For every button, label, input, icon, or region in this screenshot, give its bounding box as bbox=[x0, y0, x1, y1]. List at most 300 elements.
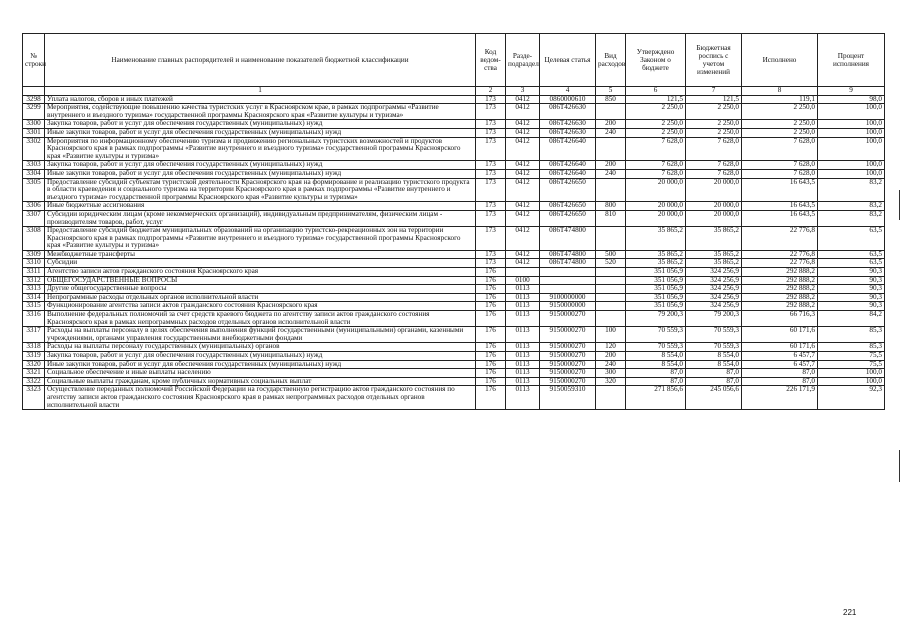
budget-list-amount: 2 250,0 bbox=[686, 104, 742, 120]
row-name: Выполнение федеральных полномочий за счет средств краевого бюджета по агентству записи актов гражданского состояния Красноярского края в рамках непрограммных расходов отдельных органов исполнительной власти bbox=[45, 311, 476, 327]
executed-amount: 22 776,8 bbox=[742, 227, 818, 251]
row-name: Иные закупки товаров, работ и услуг для обеспечения государственных (муниципальных) нужд bbox=[45, 360, 476, 369]
budget-table bbox=[22, 33, 885, 410]
target-article: 9100000000 bbox=[540, 293, 596, 302]
row-number: 3305 bbox=[23, 178, 45, 202]
budget-list-amount: 70 559,3 bbox=[686, 343, 742, 352]
section-code: 0412 bbox=[506, 161, 540, 170]
dept-code: 176 bbox=[476, 293, 506, 302]
expense-type: 300 bbox=[596, 369, 626, 378]
expense-type: 800 bbox=[596, 202, 626, 211]
row-number: 3318 bbox=[23, 343, 45, 352]
budget-list-amount: 35 865,2 bbox=[686, 227, 742, 251]
percent-executed: 85,3 bbox=[818, 327, 885, 343]
row-name: Закупка товаров, работ и услуг для обеспечения государственных (муниципальных) нужд bbox=[45, 352, 476, 361]
row-number: 3313 bbox=[23, 285, 45, 294]
expense-type: 240 bbox=[596, 169, 626, 178]
row-name: Субсидии юридическим лицам (кроме некоммерческих организаций), индивидуальным предпринимателям, физическим лицам - производителям товаров, работ, услуг bbox=[45, 210, 476, 226]
percent-executed: 100,0 bbox=[818, 161, 885, 170]
col-number: 7 bbox=[686, 87, 742, 96]
executed-amount: 292 888,2 bbox=[742, 276, 818, 285]
row-name: Закупка товаров, работ и услуг для обеспечения государственных (муниципальных) нужд bbox=[45, 161, 476, 170]
row-number: 3320 bbox=[23, 360, 45, 369]
executed-amount: 2 250,0 bbox=[742, 128, 818, 137]
col-number: 9 bbox=[818, 87, 885, 96]
row-name: Функционирование агентства записи актов гражданского состояния Красноярского края bbox=[45, 302, 476, 311]
expense-type: 810 bbox=[596, 210, 626, 226]
budget-list-amount: 121,5 bbox=[686, 95, 742, 104]
row-number: 3300 bbox=[23, 120, 45, 129]
percent-executed: 100,0 bbox=[818, 137, 885, 161]
dept-code: 173 bbox=[476, 104, 506, 120]
row-name: Уплата налогов, сборов и иных платежей bbox=[45, 95, 476, 104]
expense-type: 320 bbox=[596, 377, 626, 386]
row-number: 3302 bbox=[23, 137, 45, 161]
expense-type bbox=[596, 268, 626, 277]
approved-amount: 7 628,0 bbox=[626, 137, 686, 161]
row-name: Социальное обеспечение и иные выплаты населению bbox=[45, 369, 476, 378]
section-code: 0412 bbox=[506, 227, 540, 251]
target-article: 9150000270 bbox=[540, 311, 596, 327]
executed-amount: 16 643,5 bbox=[742, 202, 818, 211]
executed-amount: 119,1 bbox=[742, 95, 818, 104]
section-code: 0412 bbox=[506, 250, 540, 259]
expense-type: 200 bbox=[596, 352, 626, 361]
table-row bbox=[23, 178, 885, 202]
section-code: 0412 bbox=[506, 169, 540, 178]
target-article: 086Т426650 bbox=[540, 202, 596, 211]
budget-list-amount: 324 256,9 bbox=[686, 268, 742, 277]
dept-code: 176 bbox=[476, 327, 506, 343]
percent-executed: 100,0 bbox=[818, 169, 885, 178]
target-article: 9150000270 bbox=[540, 327, 596, 343]
budget-list-amount: 7 628,0 bbox=[686, 137, 742, 161]
expense-type: 200 bbox=[596, 161, 626, 170]
dept-code: 176 bbox=[476, 377, 506, 386]
section-code: 0412 bbox=[506, 95, 540, 104]
target-article: 086Т426630 bbox=[540, 120, 596, 129]
section-code: 0412 bbox=[506, 210, 540, 226]
header-budget-list: Бюджетная роспись с учетом изменений bbox=[686, 34, 742, 87]
table-row bbox=[23, 268, 885, 277]
approved-amount: 79 200,3 bbox=[626, 311, 686, 327]
row-name: Осуществление переданных полномочий Российской Федерации на государственную регистрацию актов гражданского состояния по агентству записи актов гражданского состояния Красноярского края в рамках непрограммных расходов отдельных органов исполнительной власти bbox=[45, 386, 476, 410]
section-code: 0412 bbox=[506, 120, 540, 129]
budget-list-amount: 20 000,0 bbox=[686, 210, 742, 226]
row-number: 3317 bbox=[23, 327, 45, 343]
header-dept: Код ведом-ства bbox=[476, 34, 506, 87]
executed-amount: 16 643,5 bbox=[742, 210, 818, 226]
executed-amount: 7 628,0 bbox=[742, 169, 818, 178]
row-number: 3309 bbox=[23, 250, 45, 259]
col-number: 4 bbox=[540, 87, 596, 96]
col-number: 6 bbox=[626, 87, 686, 96]
section-code: 0412 bbox=[506, 137, 540, 161]
percent-executed: 100,0 bbox=[818, 104, 885, 120]
dept-code: 173 bbox=[476, 227, 506, 251]
row-number: 3298 bbox=[23, 95, 45, 104]
expense-type bbox=[596, 386, 626, 410]
section-code: 0113 bbox=[506, 302, 540, 311]
approved-amount: 35 865,2 bbox=[626, 259, 686, 268]
table-row bbox=[23, 137, 885, 161]
percent-executed: 92,3 bbox=[818, 386, 885, 410]
budget-list-amount: 8 554,0 bbox=[686, 360, 742, 369]
expense-type: 200 bbox=[596, 120, 626, 129]
budget-list-amount: 20 000,0 bbox=[686, 202, 742, 211]
target-article: 086Т474800 bbox=[540, 259, 596, 268]
row-name: Иные закупки товаров, работ и услуг для обеспечения государственных (муниципальных) нужд bbox=[45, 169, 476, 178]
percent-executed: 90,3 bbox=[818, 293, 885, 302]
executed-amount: 292 888,2 bbox=[742, 302, 818, 311]
executed-amount: 60 171,6 bbox=[742, 343, 818, 352]
row-number: 3311 bbox=[23, 268, 45, 277]
row-name: Субсидии bbox=[45, 259, 476, 268]
row-number: 3321 bbox=[23, 369, 45, 378]
target-article: 086Т426640 bbox=[540, 169, 596, 178]
row-number: 3301 bbox=[23, 128, 45, 137]
expense-type bbox=[596, 227, 626, 251]
target-article: 9150059310 bbox=[540, 386, 596, 410]
section-code: 0412 bbox=[506, 128, 540, 137]
percent-executed: 63,5 bbox=[818, 259, 885, 268]
section-code: 0113 bbox=[506, 343, 540, 352]
target-article bbox=[540, 276, 596, 285]
budget-list-amount: 245 056,6 bbox=[686, 386, 742, 410]
row-number: 3303 bbox=[23, 161, 45, 170]
col-number bbox=[23, 87, 45, 96]
executed-amount: 6 457,7 bbox=[742, 352, 818, 361]
approved-amount: 87,0 bbox=[626, 369, 686, 378]
executed-amount: 66 716,3 bbox=[742, 311, 818, 327]
executed-amount: 60 171,6 bbox=[742, 327, 818, 343]
section-code: 0113 bbox=[506, 285, 540, 294]
expense-type bbox=[596, 302, 626, 311]
approved-amount: 351 056,9 bbox=[626, 276, 686, 285]
executed-amount: 16 643,5 bbox=[742, 178, 818, 202]
percent-executed: 90,3 bbox=[818, 268, 885, 277]
dept-code: 173 bbox=[476, 259, 506, 268]
approved-amount: 35 865,2 bbox=[626, 250, 686, 259]
target-article: 086Т474800 bbox=[540, 250, 596, 259]
row-number: 3308 bbox=[23, 227, 45, 251]
budget-list-amount: 324 256,9 bbox=[686, 293, 742, 302]
target-article: 9150000000 bbox=[540, 302, 596, 311]
approved-amount: 351 056,9 bbox=[626, 268, 686, 277]
approved-amount: 20 000,0 bbox=[626, 202, 686, 211]
page-number: 221 bbox=[843, 608, 857, 617]
percent-executed: 75,5 bbox=[818, 360, 885, 369]
percent-executed: 63,5 bbox=[818, 227, 885, 251]
table-body bbox=[23, 95, 885, 410]
section-code: 0412 bbox=[506, 202, 540, 211]
expense-type: 850 bbox=[596, 95, 626, 104]
executed-amount: 22 776,8 bbox=[742, 250, 818, 259]
header-percent: Процент исполнения bbox=[818, 34, 885, 87]
section-code bbox=[506, 268, 540, 277]
dept-code: 173 bbox=[476, 95, 506, 104]
header-row bbox=[23, 34, 885, 87]
row-number: 3319 bbox=[23, 352, 45, 361]
dept-code: 176 bbox=[476, 311, 506, 327]
executed-amount: 292 888,2 bbox=[742, 285, 818, 294]
budget-list-amount: 7 628,0 bbox=[686, 169, 742, 178]
table-row bbox=[23, 352, 885, 361]
budget-list-amount: 35 865,2 bbox=[686, 259, 742, 268]
percent-executed: 90,3 bbox=[818, 302, 885, 311]
approved-amount: 351 056,9 bbox=[626, 285, 686, 294]
header-approved: Утверждено Законом о бюджете bbox=[626, 34, 686, 87]
percent-executed: 90,3 bbox=[818, 285, 885, 294]
target-article: 086Т426630 bbox=[540, 104, 596, 120]
row-number: 3315 bbox=[23, 302, 45, 311]
budget-list-amount: 87,0 bbox=[686, 377, 742, 386]
row-name: Другие общегосударственные вопросы bbox=[45, 285, 476, 294]
percent-executed: 83,2 bbox=[818, 202, 885, 211]
header-name: Наименование главных распорядителей и наименование показателей бюджетной классификации bbox=[45, 34, 476, 87]
section-code: 0113 bbox=[506, 327, 540, 343]
row-name: Социальные выплаты гражданам, кроме публичных нормативных социальных выплат bbox=[45, 377, 476, 386]
col-number: 8 bbox=[742, 87, 818, 96]
row-name: Иные закупки товаров, работ и услуг для обеспечения государственных (муниципальных) нужд bbox=[45, 128, 476, 137]
row-name: Мероприятия, содействующие повышению качества туристских услуг в Красноярском крае, в рамках подпрограммы «Развитие внутреннего и въездного туризма» государственной программы Красноярского края «Развитие культуры и туризма» bbox=[45, 104, 476, 120]
expense-type: 240 bbox=[596, 128, 626, 137]
dept-code: 173 bbox=[476, 178, 506, 202]
col-number: 2 bbox=[476, 87, 506, 96]
percent-executed: 63,5 bbox=[818, 250, 885, 259]
expense-type: 100 bbox=[596, 327, 626, 343]
percent-executed: 100,0 bbox=[818, 120, 885, 129]
approved-amount: 7 628,0 bbox=[626, 169, 686, 178]
target-article: 9150000270 bbox=[540, 360, 596, 369]
percent-executed: 100,0 bbox=[818, 377, 885, 386]
dept-code: 173 bbox=[476, 202, 506, 211]
row-name: Иные бюджетные ассигнования bbox=[45, 202, 476, 211]
budget-report-sheet bbox=[22, 33, 884, 410]
dept-code: 176 bbox=[476, 369, 506, 378]
approved-amount: 8 554,0 bbox=[626, 360, 686, 369]
row-name: Межбюджетные трансферты bbox=[45, 250, 476, 259]
approved-amount: 20 000,0 bbox=[626, 178, 686, 202]
expense-type bbox=[596, 285, 626, 294]
percent-executed: 84,2 bbox=[818, 311, 885, 327]
target-article: 086Т426630 bbox=[540, 128, 596, 137]
dept-code: 176 bbox=[476, 343, 506, 352]
table-row bbox=[23, 169, 885, 178]
expense-type: 520 bbox=[596, 259, 626, 268]
section-code: 0100 bbox=[506, 276, 540, 285]
approved-amount: 70 559,3 bbox=[626, 327, 686, 343]
dept-code: 173 bbox=[476, 137, 506, 161]
budget-list-amount: 2 250,0 bbox=[686, 120, 742, 129]
row-name: Расходы на выплаты персоналу в целях обеспечения выполнения функций государственными (муниципальными) органами, казенными учреждениями, органами управления государственными внебюджетными фондами bbox=[45, 327, 476, 343]
section-code: 0412 bbox=[506, 178, 540, 202]
section-code: 0113 bbox=[506, 360, 540, 369]
row-number: 3307 bbox=[23, 210, 45, 226]
budget-list-amount: 324 256,9 bbox=[686, 302, 742, 311]
executed-amount: 2 250,0 bbox=[742, 120, 818, 129]
row-name: Расходы на выплаты персоналу государственных (муниципальных) органов bbox=[45, 343, 476, 352]
section-code: 0113 bbox=[506, 352, 540, 361]
table-row bbox=[23, 386, 885, 410]
executed-amount: 22 776,8 bbox=[742, 259, 818, 268]
row-name: Закупка товаров, работ и услуг для обеспечения государственных (муниципальных) нужд bbox=[45, 120, 476, 129]
row-number: 3306 bbox=[23, 202, 45, 211]
scan-edge-mark bbox=[899, 190, 900, 220]
row-number: 3322 bbox=[23, 377, 45, 386]
table-row bbox=[23, 104, 885, 120]
column-number-row bbox=[23, 87, 885, 96]
dept-code: 173 bbox=[476, 210, 506, 226]
row-name: Агентство записи актов гражданского состояния Красноярского края bbox=[45, 268, 476, 277]
percent-executed: 83,2 bbox=[818, 178, 885, 202]
row-name: Мероприятия по информационному обеспечению туризма и продвижению региональных туристских возможностей и продуктов Красноярского края в рамках подпрограммы «Развитие внутреннего и въездного туризма» государственной программы Красноярского края «Развитие культуры и туризма» bbox=[45, 137, 476, 161]
target-article: 086Т426650 bbox=[540, 210, 596, 226]
expense-type bbox=[596, 104, 626, 120]
row-number: 3312 bbox=[23, 276, 45, 285]
col-number: 5 bbox=[596, 87, 626, 96]
expense-type bbox=[596, 178, 626, 202]
approved-amount: 35 865,2 bbox=[626, 227, 686, 251]
budget-list-amount: 8 554,0 bbox=[686, 352, 742, 361]
approved-amount: 271 856,6 bbox=[626, 386, 686, 410]
approved-amount: 121,5 bbox=[626, 95, 686, 104]
dept-code: 173 bbox=[476, 169, 506, 178]
percent-executed: 100,0 bbox=[818, 128, 885, 137]
approved-amount: 87,0 bbox=[626, 377, 686, 386]
dept-code: 176 bbox=[476, 276, 506, 285]
header-target: Целевая статья bbox=[540, 34, 596, 87]
expense-type: 240 bbox=[596, 360, 626, 369]
dept-code: 176 bbox=[476, 268, 506, 277]
approved-amount: 351 056,9 bbox=[626, 293, 686, 302]
dept-code: 176 bbox=[476, 352, 506, 361]
section-code: 0412 bbox=[506, 259, 540, 268]
executed-amount: 87,0 bbox=[742, 377, 818, 386]
table-row bbox=[23, 369, 885, 378]
target-article bbox=[540, 268, 596, 277]
approved-amount: 2 250,0 bbox=[626, 104, 686, 120]
budget-list-amount: 324 256,9 bbox=[686, 285, 742, 294]
executed-amount: 292 888,2 bbox=[742, 293, 818, 302]
executed-amount: 87,0 bbox=[742, 369, 818, 378]
budget-list-amount: 35 865,2 bbox=[686, 250, 742, 259]
dept-code: 176 bbox=[476, 285, 506, 294]
expense-type bbox=[596, 276, 626, 285]
approved-amount: 20 000,0 bbox=[626, 210, 686, 226]
row-name: Предоставление субсидий субъектам туристской деятельности Красноярского края на формирование и реализацию туристского продукта в области краеведения и социального туризма на территории Красноярского края в рамках подпрограммы «Развитие внутреннего и въездного туризма» государственной программы Красноярского края «Развитие культуры и туризма» bbox=[45, 178, 476, 202]
table-row bbox=[23, 227, 885, 251]
executed-amount: 226 171,9 bbox=[742, 386, 818, 410]
executed-amount: 292 888,2 bbox=[742, 268, 818, 277]
target-article: 9150000270 bbox=[540, 352, 596, 361]
header-exp-type: Вид расходов bbox=[596, 34, 626, 87]
approved-amount: 8 554,0 bbox=[626, 352, 686, 361]
percent-executed: 100,0 bbox=[818, 369, 885, 378]
dept-code: 173 bbox=[476, 161, 506, 170]
table-row bbox=[23, 311, 885, 327]
table-row bbox=[23, 327, 885, 343]
target-article: 086Т426640 bbox=[540, 161, 596, 170]
section-code: 0412 bbox=[506, 104, 540, 120]
row-number: 3310 bbox=[23, 259, 45, 268]
approved-amount: 351 056,9 bbox=[626, 302, 686, 311]
target-article: 086Т426640 bbox=[540, 137, 596, 161]
budget-list-amount: 324 256,9 bbox=[686, 276, 742, 285]
expense-type bbox=[596, 293, 626, 302]
budget-list-amount: 87,0 bbox=[686, 369, 742, 378]
target-article: 9150000270 bbox=[540, 369, 596, 378]
approved-amount: 7 628,0 bbox=[626, 161, 686, 170]
budget-list-amount: 20 000,0 bbox=[686, 178, 742, 202]
section-code: 0113 bbox=[506, 377, 540, 386]
target-article: 0860000610 bbox=[540, 95, 596, 104]
dept-code: 173 bbox=[476, 250, 506, 259]
dept-code: 176 bbox=[476, 360, 506, 369]
section-code: 0113 bbox=[506, 369, 540, 378]
row-number: 3299 bbox=[23, 104, 45, 120]
executed-amount: 7 628,0 bbox=[742, 161, 818, 170]
row-name: Непрограммные расходы отдельных органов исполнительной власти bbox=[45, 293, 476, 302]
section-code: 0113 bbox=[506, 311, 540, 327]
percent-executed: 98,0 bbox=[818, 95, 885, 104]
row-number: 3304 bbox=[23, 169, 45, 178]
target-article: 9150000270 bbox=[540, 343, 596, 352]
approved-amount: 2 250,0 bbox=[626, 128, 686, 137]
target-article: 086Т474800 bbox=[540, 227, 596, 251]
target-article: 086Т426650 bbox=[540, 178, 596, 202]
approved-amount: 70 559,3 bbox=[626, 343, 686, 352]
expense-type bbox=[596, 137, 626, 161]
percent-executed: 75,5 bbox=[818, 352, 885, 361]
percent-executed: 85,3 bbox=[818, 343, 885, 352]
dept-code: 173 bbox=[476, 120, 506, 129]
row-number: 3314 bbox=[23, 293, 45, 302]
row-number: 3316 bbox=[23, 311, 45, 327]
percent-executed: 83,2 bbox=[818, 210, 885, 226]
header-section: Разде-подраздел bbox=[506, 34, 540, 87]
executed-amount: 6 457,7 bbox=[742, 360, 818, 369]
executed-amount: 7 628,0 bbox=[742, 137, 818, 161]
row-name: ОБЩЕГОСУДАРСТВЕННЫЕ ВОПРОСЫ bbox=[45, 276, 476, 285]
col-number: 3 bbox=[506, 87, 540, 96]
table-row bbox=[23, 250, 885, 259]
budget-list-amount: 7 628,0 bbox=[686, 161, 742, 170]
header-executed: Исполнено bbox=[742, 34, 818, 87]
dept-code: 173 bbox=[476, 128, 506, 137]
expense-type: 500 bbox=[596, 250, 626, 259]
budget-list-amount: 70 559,3 bbox=[686, 327, 742, 343]
expense-type: 120 bbox=[596, 343, 626, 352]
row-name: Предоставление субсидий бюджетам муниципальных образований на организацию туристско-рекреационных зон на территории Красноярского края в рамках подпрограммы «Развитие внутреннего и въездного туризма» государственной программы Красноярского края «Развитие культуры и туризма» bbox=[45, 227, 476, 251]
percent-executed: 90,3 bbox=[818, 276, 885, 285]
col-number: 1 bbox=[45, 87, 476, 96]
expense-type bbox=[596, 311, 626, 327]
table-row bbox=[23, 210, 885, 226]
section-code: 0113 bbox=[506, 293, 540, 302]
scan-edge-mark bbox=[899, 450, 900, 482]
dept-code: 176 bbox=[476, 302, 506, 311]
row-number: 3323 bbox=[23, 386, 45, 410]
budget-list-amount: 2 250,0 bbox=[686, 128, 742, 137]
target-article: 9150000270 bbox=[540, 377, 596, 386]
header-num: № строки bbox=[23, 34, 45, 87]
dept-code: 176 bbox=[476, 386, 506, 410]
section-code: 0113 bbox=[506, 386, 540, 410]
approved-amount: 2 250,0 bbox=[626, 120, 686, 129]
table-row bbox=[23, 128, 885, 137]
executed-amount: 2 250,0 bbox=[742, 104, 818, 120]
